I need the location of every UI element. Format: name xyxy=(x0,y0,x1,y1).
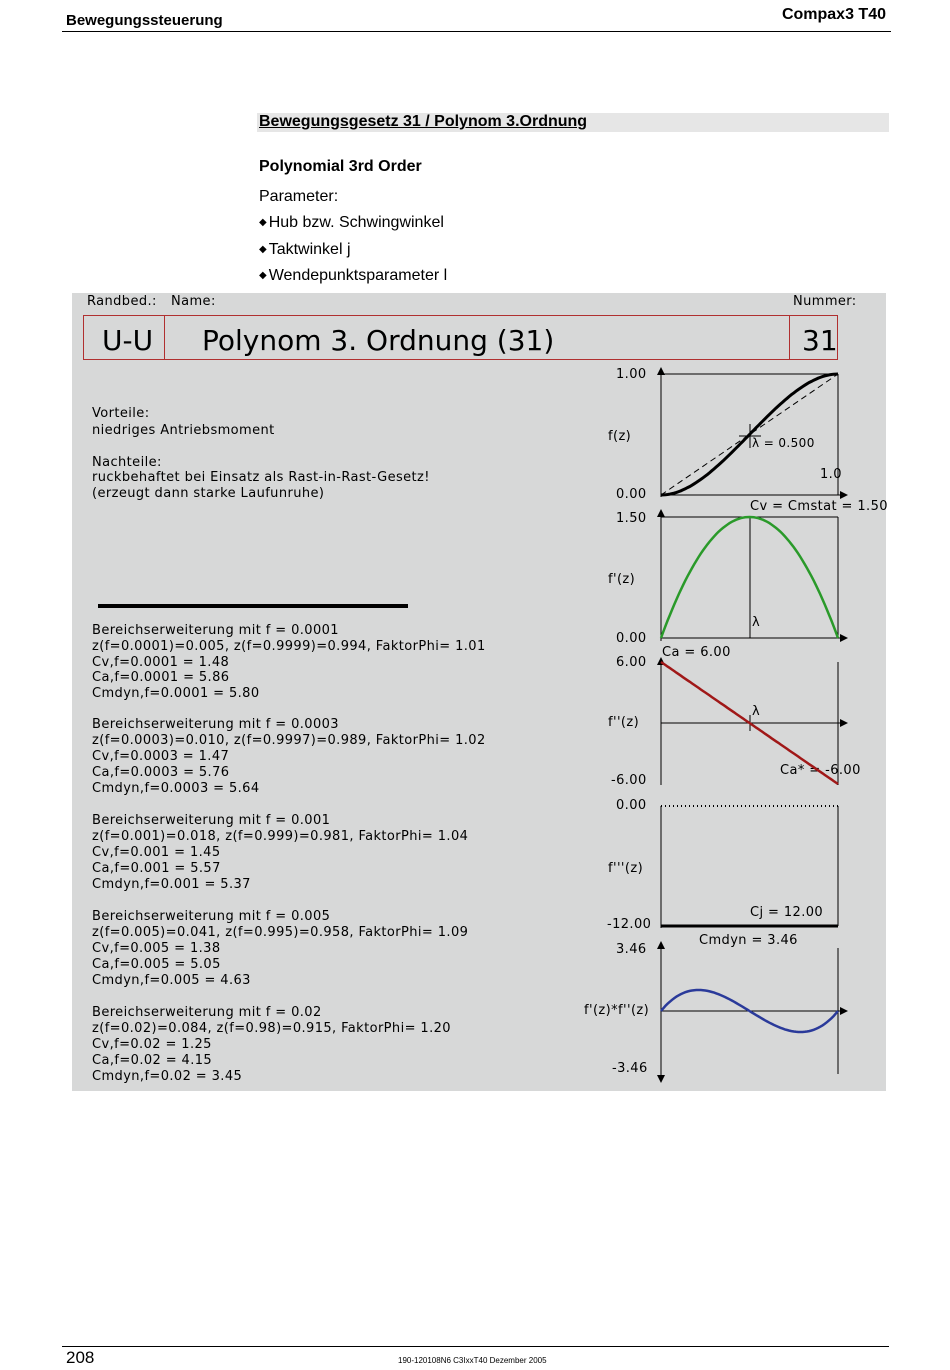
f4-x-arrow-icon xyxy=(840,1007,848,1015)
range-heading: Bereichserweiterung mit f = 0.0003 xyxy=(92,717,339,732)
f-xend-label: 1.0 xyxy=(820,467,842,482)
footer-divider xyxy=(62,1346,889,1347)
f2-plot xyxy=(657,657,848,785)
range-heading: Bereichserweiterung mit f = 0.001 xyxy=(92,813,331,828)
name-label: Name: xyxy=(171,294,216,309)
range-line: z(f=0.0001)=0.005, z(f=0.9999)=0.994, FaktorPhi= 1.01 xyxy=(92,639,486,654)
range-heading: Bereichserweiterung mit f = 0.005 xyxy=(92,909,331,924)
f4-y-down-arrow-icon xyxy=(657,1075,665,1083)
motion-law-number: 31 xyxy=(802,324,838,357)
f1-ymax-label: 1.50 xyxy=(616,511,647,526)
range-line: Cv,f=0.0001 = 1.48 xyxy=(92,655,230,670)
f-x-arrow-icon xyxy=(840,491,848,499)
f4-annotation: Cmdyn = 3.46 xyxy=(699,933,798,948)
range-line: Cmdyn,f=0.005 = 4.63 xyxy=(92,973,251,988)
range-line: z(f=0.0003)=0.010, z(f=0.9997)=0.989, FaktorPhi= 1.02 xyxy=(92,733,486,748)
nachteile-text: (erzeugt dann starke Laufunruhe) xyxy=(92,486,325,501)
f3-annotation: Cj = 12.00 xyxy=(750,905,824,920)
document-reference: 190-120108N6 C3IxxT40 Dezember 2005 xyxy=(398,1356,547,1365)
f1-lambda-label: λ xyxy=(752,615,761,630)
f4-y-arrow-icon xyxy=(657,941,665,949)
f1-plot xyxy=(657,509,848,642)
f-plot xyxy=(657,367,848,499)
range-line: Cv,f=0.02 = 1.25 xyxy=(92,1037,212,1052)
f1-x-arrow-icon xyxy=(840,634,848,642)
range-line: Ca,f=0.02 = 4.15 xyxy=(92,1053,213,1068)
f-ylabel: f(z) xyxy=(608,429,632,444)
range-heading: Bereichserweiterung mit f = 0.02 xyxy=(92,1005,322,1020)
header-product-name: Compax3 T40 xyxy=(781,6,886,23)
range-line: Ca,f=0.0001 = 5.86 xyxy=(92,670,230,685)
range-line: Ca,f=0.001 = 5.57 xyxy=(92,861,221,876)
diamond-bullet-icon: ◆ xyxy=(259,270,267,281)
nachteile-text: ruckbehaftet bei Einsatz als Rast-in-Rast-Gesetz! xyxy=(92,470,430,485)
parameter-label: Hub bzw. Schwingwinkel xyxy=(268,214,444,231)
header-section-title: Bewegungssteuerung xyxy=(66,12,223,29)
f2-ymin-label: -6.00 xyxy=(611,773,647,788)
f2-x-arrow-icon xyxy=(840,719,848,727)
diamond-bullet-icon: ◆ xyxy=(259,217,267,228)
range-line: Cv,f=0.005 = 1.38 xyxy=(92,941,221,956)
range-line: Ca,f=0.0003 = 5.76 xyxy=(92,765,230,780)
f2-annotation-bottom: Ca* = -6.00 xyxy=(780,763,861,778)
range-line: Cmdyn,f=0.001 = 5.37 xyxy=(92,877,251,892)
range-line: Cv,f=0.0003 = 1.47 xyxy=(92,749,230,764)
f2-annotation-top: Ca = 6.00 xyxy=(662,645,731,660)
range-line: z(f=0.001)=0.018, z(f=0.999)=0.981, FaktorPhi= 1.04 xyxy=(92,829,469,844)
range-line: Cmdyn,f=0.0003 = 5.64 xyxy=(92,781,260,796)
boundary-condition-value: U-U xyxy=(102,324,154,357)
range-line: z(f=0.02)=0.084, z(f=0.98)=0.915, FaktorPhi= 1.20 xyxy=(92,1021,451,1036)
vorteile-heading: Vorteile: xyxy=(92,406,150,421)
f1-y-arrow-icon xyxy=(657,509,665,517)
f-ymin-label: 0.00 xyxy=(616,487,647,502)
motion-law-name: Polynom 3. Ordnung (31) xyxy=(202,324,555,357)
parameters-heading: Parameter: xyxy=(259,188,339,205)
f3-ymin-label: -12.00 xyxy=(607,917,652,932)
nachteile-heading: Nachteile: xyxy=(92,455,162,470)
f1-ymin-label: 0.00 xyxy=(616,631,647,646)
f2-lambda-label: λ xyxy=(752,704,761,719)
parameter-label: Wendepunktsparameter l xyxy=(268,267,448,284)
f2-ylabel: f''(z) xyxy=(608,715,640,730)
f3-ylabel: f'''(z) xyxy=(608,861,644,876)
f1-ylabel: f'(z) xyxy=(608,572,636,587)
range-line: Cmdyn,f=0.0001 = 5.80 xyxy=(92,686,260,701)
f3-ymax-label: 0.00 xyxy=(616,798,647,813)
page-number: 208 xyxy=(66,1348,95,1367)
f4-plot xyxy=(657,941,848,1083)
f2-ymax-label: 6.00 xyxy=(616,655,647,670)
parameter-label: Taktwinkel j xyxy=(268,241,351,258)
range-heading: Bereichserweiterung mit f = 0.0001 xyxy=(92,623,339,638)
section-subtitle: Polynomial 3rd Order xyxy=(259,158,422,175)
f1-annotation: Cv = Cmstat = 1.50 xyxy=(750,499,888,514)
range-line: Cmdyn,f=0.02 = 3.45 xyxy=(92,1069,243,1084)
nummer-label: Nummer: xyxy=(793,294,857,309)
f-lambda-label: λ = 0.500 xyxy=(752,436,815,450)
range-line: Cv,f=0.001 = 1.45 xyxy=(92,845,221,860)
f-ymax-label: 1.00 xyxy=(616,367,647,382)
randbed-label: Randbed.: xyxy=(87,294,157,309)
section-title: Bewegungsgesetz 31 / Polynom 3.Ordnung xyxy=(259,113,588,130)
f4-ymin-label: -3.46 xyxy=(612,1061,648,1076)
vorteile-text: niedriges Antriebsmoment xyxy=(92,423,275,438)
f4-ymax-label: 3.46 xyxy=(616,942,647,957)
diamond-bullet-icon: ◆ xyxy=(259,244,267,255)
f4-ylabel: f'(z)*f''(z) xyxy=(584,1003,650,1018)
range-line: Ca,f=0.005 = 5.05 xyxy=(92,957,221,972)
f3-plot xyxy=(661,806,838,928)
range-line: z(f=0.005)=0.041, z(f=0.995)=0.958, FaktorPhi= 1.09 xyxy=(92,925,469,940)
